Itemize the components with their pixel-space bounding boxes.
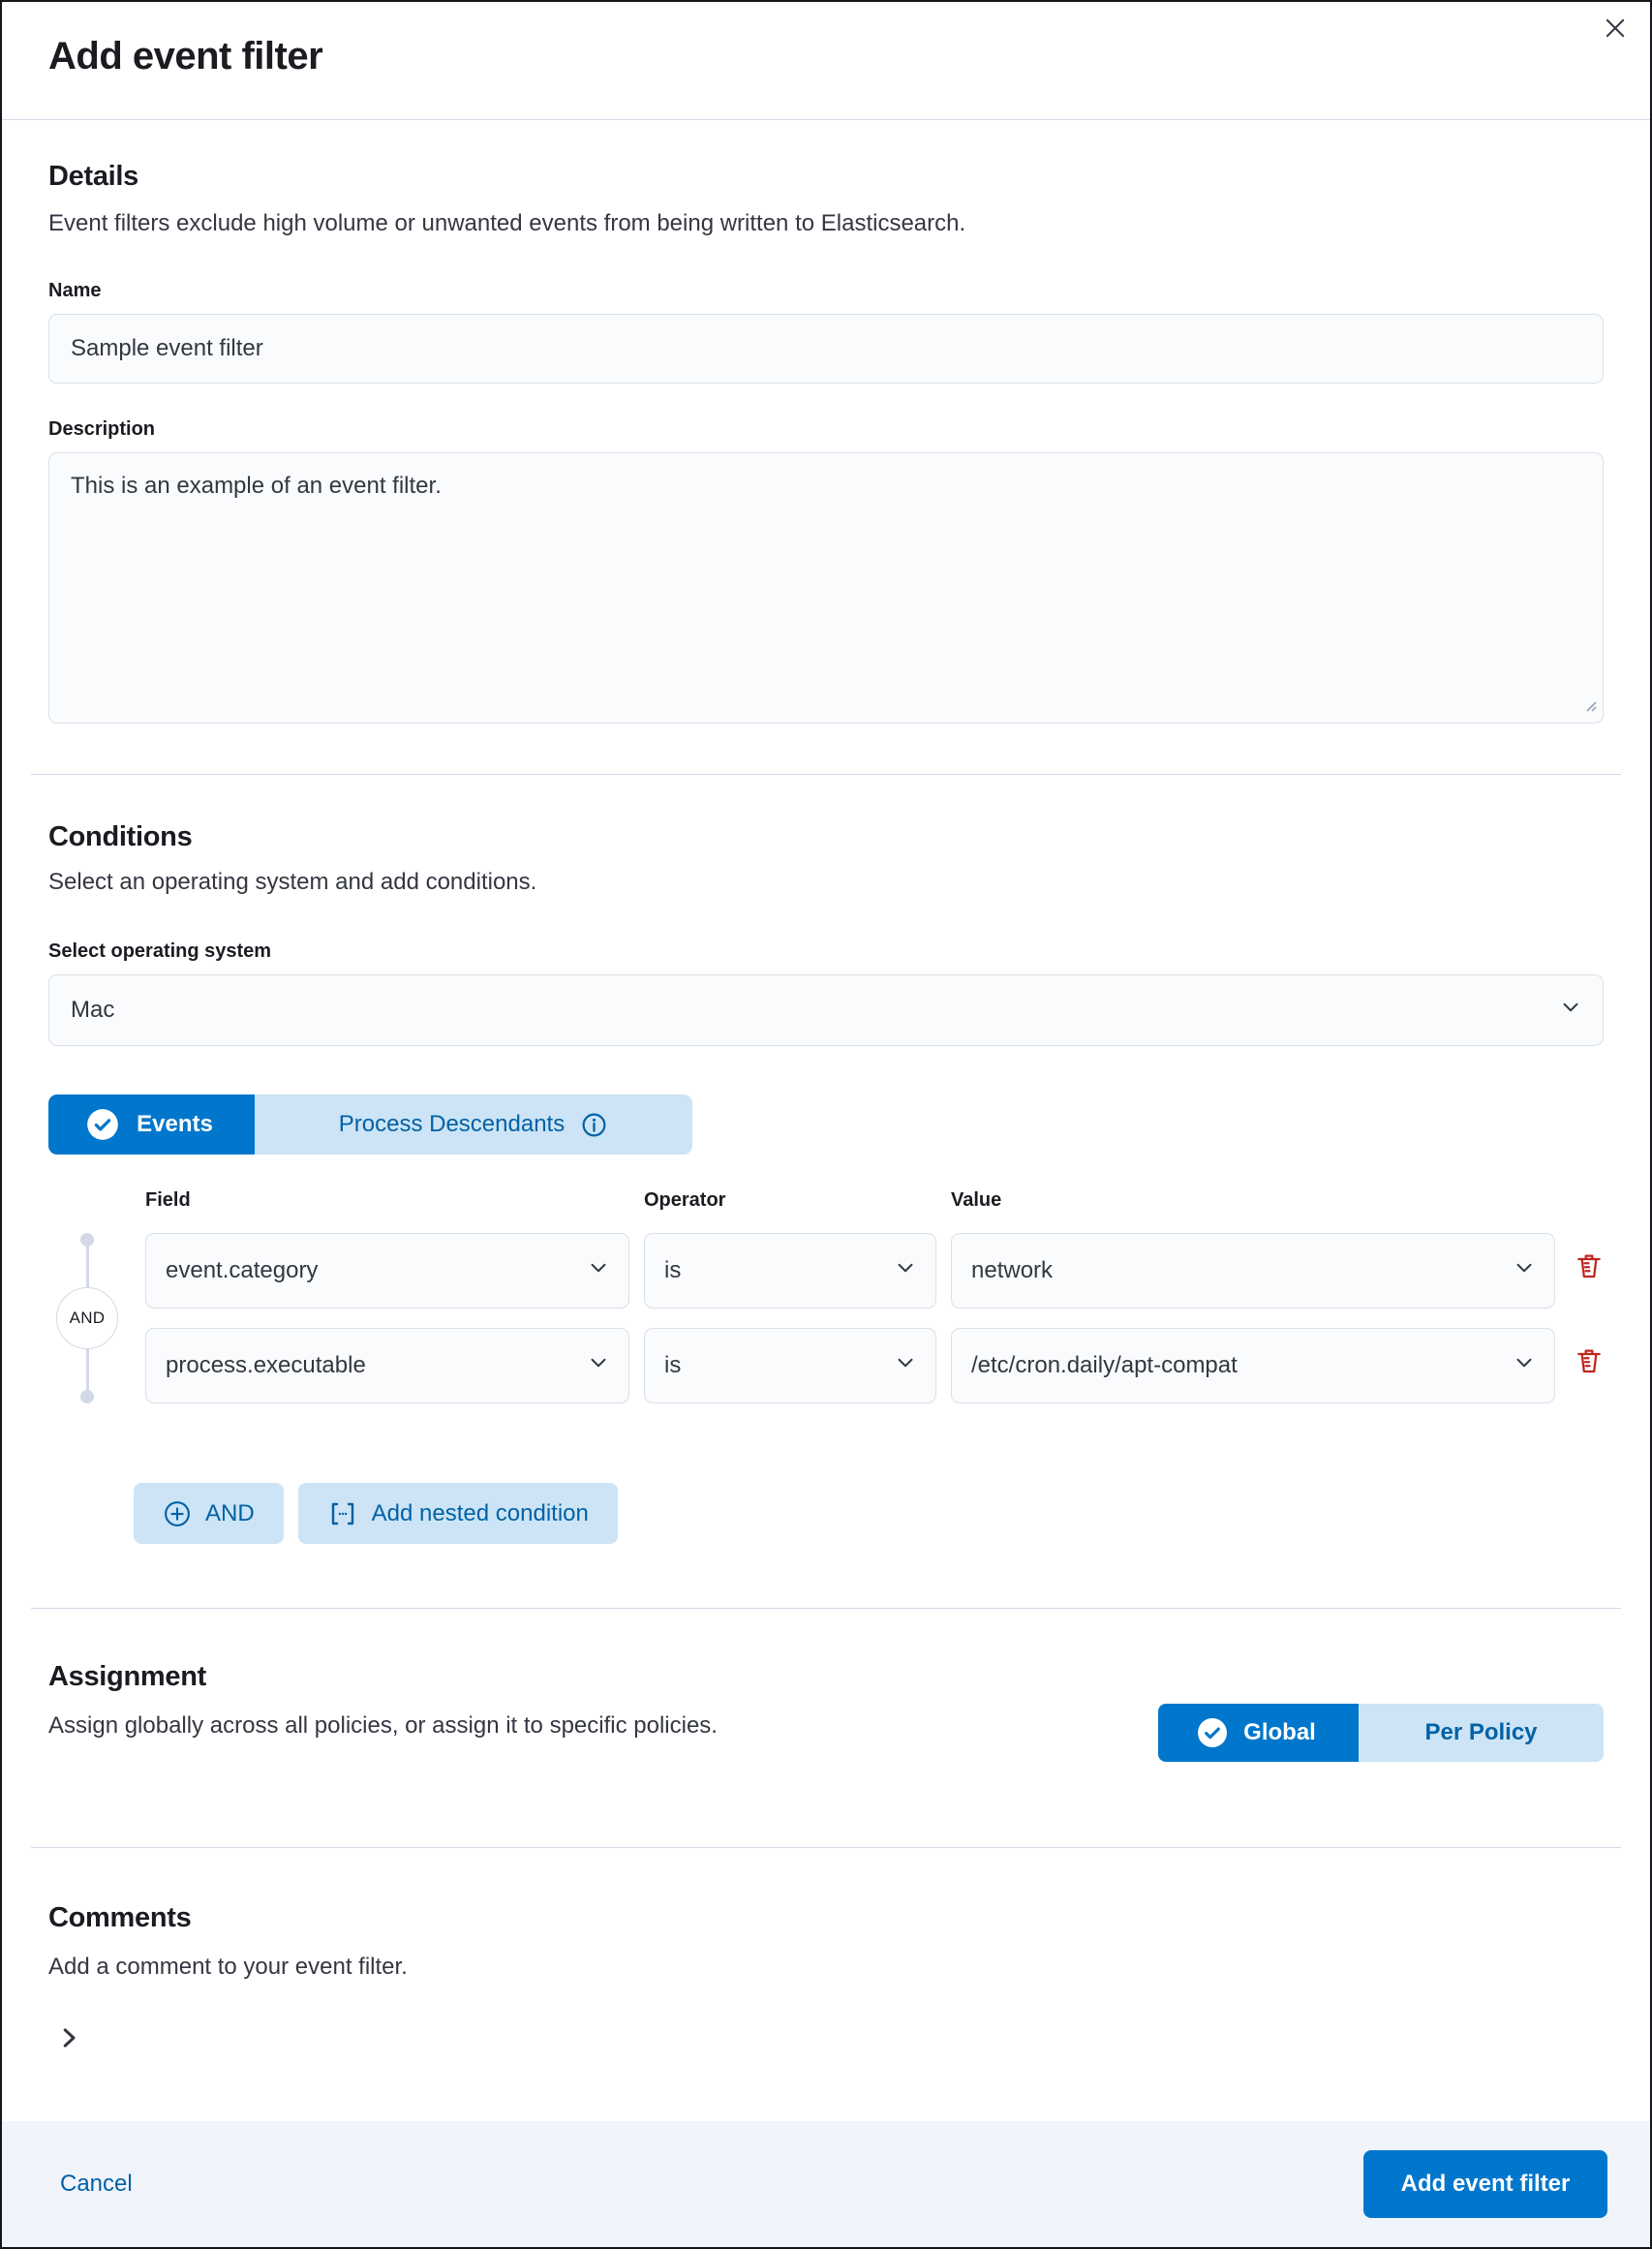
delete-condition-button[interactable] [1570, 1248, 1608, 1287]
operator-select-value: is [664, 1352, 682, 1378]
os-select-label: Select operating system [48, 940, 272, 962]
chevron-down-icon [893, 1255, 918, 1287]
chevron-down-icon [586, 1350, 611, 1382]
assignment-subtitle: Assign globally across all policies, or assign it to specific policies. [48, 1712, 718, 1739]
conditions-heading: Conditions [48, 821, 193, 852]
delete-condition-button[interactable] [1570, 1343, 1608, 1382]
assignment-toggle [1158, 1704, 1604, 1762]
description-textarea[interactable] [48, 452, 1604, 724]
condition-builder [48, 1189, 1604, 1403]
details-description: Event filters exclude high volume or unwanted events from being written to Elasticsearch. [48, 210, 966, 236]
nested-icon [327, 1498, 358, 1529]
and-button-label: AND [205, 1499, 255, 1526]
check-circle-icon [1195, 1715, 1230, 1750]
operator-select[interactable] [644, 1233, 936, 1309]
comments-subtitle: Add a comment to your event filter. [48, 1954, 408, 1980]
toggle-global[interactable] [1158, 1704, 1359, 1762]
tab-events-label: Events [137, 1111, 213, 1137]
close-icon [1601, 14, 1630, 46]
details-heading: Details [48, 161, 138, 192]
page-title: Add event filter [48, 35, 323, 77]
value-select-value: network [971, 1257, 1054, 1283]
description-label: Description [48, 418, 156, 440]
modal-header [2, 2, 1650, 119]
plus-circle-icon [163, 1499, 192, 1528]
field-column-label: Field [145, 1189, 191, 1211]
and-connector [48, 1233, 131, 1403]
value-select[interactable] [951, 1328, 1555, 1403]
cancel-button[interactable]: Cancel [60, 2171, 133, 2197]
name-input[interactable] [48, 314, 1604, 384]
field-select[interactable] [145, 1328, 629, 1403]
value-select[interactable] [951, 1233, 1555, 1309]
tab-process-descendants[interactable] [255, 1094, 692, 1155]
section-divider [31, 1847, 1621, 1848]
add-nested-condition-label: Add nested condition [371, 1499, 589, 1526]
condition-type-tabs [48, 1094, 1604, 1155]
add-event-filter-button[interactable]: Add event filter [1363, 2150, 1607, 2218]
info-icon [580, 1111, 608, 1139]
trash-icon [1574, 1251, 1605, 1285]
assignment-heading: Assignment [48, 1661, 206, 1692]
and-badge: AND [56, 1287, 118, 1349]
field-select-value: event.category [166, 1257, 319, 1283]
chevron-right-icon [54, 2023, 83, 2055]
chevron-down-icon [893, 1350, 918, 1382]
assignment-section [2, 1661, 1650, 1762]
os-select[interactable] [48, 974, 1604, 1046]
details-section [2, 161, 1650, 724]
section-divider [31, 774, 1621, 775]
comments-section [2, 1902, 1650, 2060]
expand-comments-button[interactable] [54, 2018, 97, 2060]
toggle-global-label: Global [1243, 1719, 1316, 1745]
field-select[interactable] [145, 1233, 629, 1309]
trash-icon [1574, 1346, 1605, 1380]
comments-heading: Comments [48, 1902, 192, 1933]
tab-process-descendants-label: Process Descendants [338, 1111, 566, 1137]
conditions-section [2, 821, 1650, 1544]
os-select-value: Mac [71, 997, 115, 1023]
check-circle-icon [84, 1106, 121, 1143]
chevron-down-icon [1512, 1350, 1537, 1382]
condition-actions [134, 1483, 1604, 1544]
operator-select[interactable] [644, 1328, 936, 1403]
field-select-value: process.executable [166, 1352, 366, 1378]
name-label: Name [48, 280, 102, 301]
and-button[interactable] [134, 1483, 284, 1544]
chevron-down-icon [1512, 1255, 1537, 1287]
value-select-value: /etc/cron.daily/apt-compat [971, 1352, 1238, 1378]
toggle-per-policy[interactable] [1359, 1704, 1604, 1762]
conditions-subtitle: Select an operating system and add conditions. [48, 869, 537, 895]
add-nested-condition-button[interactable] [298, 1483, 618, 1544]
operator-column-label: Operator [644, 1189, 726, 1211]
tab-events[interactable] [48, 1094, 255, 1155]
connector-dot [80, 1390, 94, 1403]
chevron-down-icon [1558, 995, 1583, 1027]
toggle-per-policy-label: Per Policy [1424, 1719, 1538, 1745]
resize-handle-icon[interactable] [1581, 696, 1599, 719]
value-column-label: Value [951, 1189, 1002, 1211]
section-divider [31, 1608, 1621, 1609]
close-button[interactable] [1596, 10, 1635, 48]
modal-footer [2, 2121, 1650, 2247]
chevron-down-icon [586, 1255, 611, 1287]
operator-select-value: is [664, 1257, 682, 1283]
